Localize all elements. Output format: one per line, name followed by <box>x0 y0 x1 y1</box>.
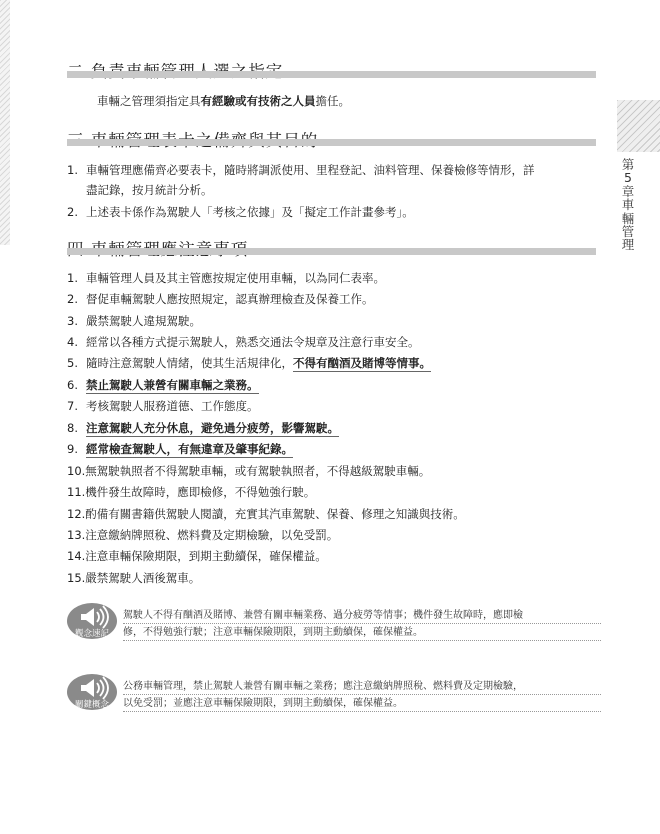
speaker-icon <box>66 673 118 711</box>
list-item: 3. 嚴禁駕駛人違規駕駛。 <box>67 314 201 328</box>
note-text: 駕駛人不得有酗酒及賭博、兼營有關車輛業務、過分疲勞等情事；機件發生故障時，應即檢 修，不得勉強行駛；注意車輛保險期限，到期主動續保，確保權益。 <box>123 610 523 638</box>
list-item: 2. 督促車輛駕駛人應按照規定，認真辦理檢查及保養工作。 <box>67 292 374 306</box>
emphasis-text: 經常檢查駕駛人，有無違章及肇事紀錄。 <box>86 442 293 456</box>
chapter-tab-label: 第5章 車輛管理 <box>621 157 635 253</box>
emphasis-text: 注意駕駛人充分休息，避免過分疲勞，影響駕駛。 <box>86 421 339 435</box>
note-badge-label: 觀念速記 <box>74 629 110 639</box>
list-item: 5. 隨時注意駕駛人情緒，使其生活規律化，不得有酗酒及賭博等情事。 <box>67 356 431 370</box>
note-divider <box>123 711 601 712</box>
page-edge-pattern <box>0 0 10 245</box>
emphasis-text: 禁止駕駛人兼營有關車輛之業務。 <box>86 378 259 392</box>
chapter-tab-pattern <box>617 100 660 152</box>
note-text: 公務車輛管理，禁止駕駛人兼營有關車輛之業務；應注意繳納牌照稅、燃料費及定期檢驗， 以免受罰；並應注意車輛保險期限，到期主動續保，確保權益。 <box>123 681 523 709</box>
section-2-text: 車輛之管理須指定具有經驗或有技術之人員擔任。 <box>97 94 350 108</box>
section-title-bar <box>67 248 596 255</box>
list-item: 7. 考核駕駛人服務道德、工作態度。 <box>67 399 259 413</box>
list-item: 15.嚴禁駕駛人酒後駕車。 <box>67 571 201 585</box>
emphasis-text: 不得有酗酒及賭博等情事。 <box>293 356 431 370</box>
list-item: 1. 車輛管理人員及其主管應按規定使用車輛，以為同仁表率。 <box>67 271 385 285</box>
note-divider <box>123 640 601 641</box>
list-item: 11.機件發生故障時，應即檢修，不得勉強行駛。 <box>67 485 316 499</box>
list-item: 2. 上述表卡係作為駕駛人「考核之依據」及「擬定工作計畫參考」。 <box>67 205 414 219</box>
list-item: 1. 車輛管理應備齊必要表卡，隨時將調派使用、里程登記、油料管理、保養檢修等情形，詳 盡記錄，按月統計分析。 <box>67 163 535 197</box>
list-item: 6. 禁止駕駛人兼營有關車輛之業務。 <box>67 378 259 392</box>
section-title-2 <box>67 58 283 82</box>
note-divider <box>123 623 601 624</box>
list-item: 13.注意繳納牌照稅、燃料費及定期檢驗，以免受罰。 <box>67 528 339 542</box>
list-item: 10.無駕駛執照者不得駕駛車輛，或有駕駛執照者，不得越級駕駛車輛。 <box>67 464 431 478</box>
list-item: 8. 注意駕駛人充分休息，避免過分疲勞，影響駕駛。 <box>67 421 339 435</box>
list-item: 12.酌備有關書籍供駕駛人閱讀，充實其汽車駕駛、保養、修理之知識與技術。 <box>67 507 465 521</box>
section-title-bar <box>67 139 596 146</box>
list-item: 4. 經常以各種方式提示駕駛人，熟悉交通法令規章及注意行車安全。 <box>67 335 420 349</box>
list-item: 14.注意車輛保險期限，到期主動續保，確保權益。 <box>67 549 327 563</box>
intro-bold: 有經驗或有技術之人員 <box>200 94 316 108</box>
list-item: 9. 經常檢查駕駛人，有無違章及肇事紀錄。 <box>67 442 293 456</box>
section-title-bar <box>67 71 596 78</box>
note-divider <box>123 694 601 695</box>
speaker-icon <box>66 602 118 640</box>
note-badge-label: 關鍵概念 <box>74 700 110 710</box>
